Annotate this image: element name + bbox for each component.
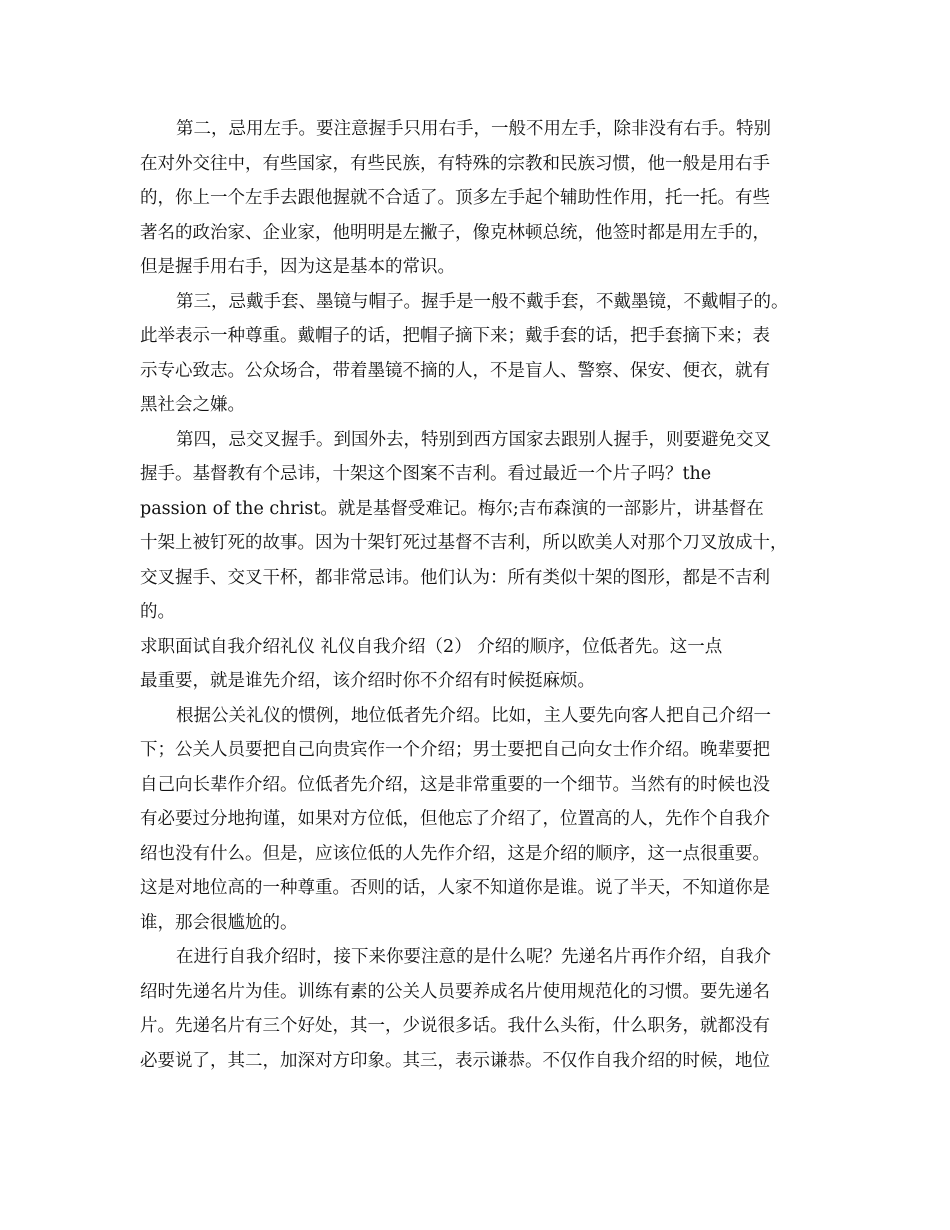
text-line: 在进行自我介绍时，接下来你要注意的是什么呢？先递名片再作介绍，自我介 xyxy=(176,947,771,967)
text-line: 但是握手用右手，因为这是基本的常识。 xyxy=(140,257,455,277)
text-line: 第二，忌用左手。要注意握手只用右手，一般不用左手，除非没有右手。特别 xyxy=(176,119,771,139)
text-line: 的，你上一个左手去跟他握就不合适了。顶多左手起个辅助性作用，托一托。有些 xyxy=(140,188,770,208)
text-line: 第三，忌戴手套、墨镜与帽子。握手是一般不戴手套，不戴墨镜，不戴帽子的。 xyxy=(176,291,789,312)
text-line: 黑社会之嫌。 xyxy=(140,395,245,415)
text-line: 交叉握手、交叉干杯，都非常忌讳。他们认为：所有类似十架的图形，都是不吉利 xyxy=(140,567,770,588)
text-line: 著名的政治家、企业家，他明明是左撇子，像克林顿总统，他签时都是用左手的， xyxy=(140,222,770,243)
text-line: passion of the christ。就是基督受难记。梅尔;吉布森演的一部影片，讲基督在 xyxy=(140,498,764,519)
text-line: 示专心致志。公众场合，带着墨镜不摘的人，不是盲人、警察、保安、便衣，就有 xyxy=(140,360,770,381)
text-line: 求职面试自我介绍礼仪 礼仪自我介绍（2） 介绍的顺序，位低者先。这一点 xyxy=(140,636,723,657)
text-line: 的。 xyxy=(140,602,175,622)
text-line: 谁，那会很尴尬的。 xyxy=(140,912,298,933)
text-line: 自己向长辈作介绍。位低者先介绍，这是非常重要的一个细节。当然有的时候也没 xyxy=(140,774,770,795)
text-line: 第四，忌交叉握手。到国外去，特别到西方国家去跟别人握手，则要避免交叉 xyxy=(176,429,771,450)
text-line: 此举表示一种尊重。戴帽子的话，把帽子摘下来；戴手套的话，把手套摘下来；表 xyxy=(140,326,770,346)
text-line: 握手。基督教有个忌讳，十架这个图案不吉利。看过最近一个片子吗？the xyxy=(140,464,712,484)
text-line: 必要说了，其二，加深对方印象。其三，表示谦恭。不仅作自我介绍的时候，地位 xyxy=(140,1050,770,1071)
text-line: 十架上被钉死的故事。因为十架钉死过基督不吉利，所以欧美人对那个刀叉放成十， xyxy=(140,533,788,553)
text-line: 最重要，就是谁先介绍，该介绍时你不介绍有时候挺麻烦。 xyxy=(140,671,595,691)
document-body xyxy=(140,112,820,1078)
text-line: 片。先递名片有三个好处，其一，少说很多话。我什么头衔，什么职务，就都没有 xyxy=(140,1016,770,1036)
text-line: 有必要过分地拘谨，如果对方位低，但他忘了介绍了，位置高的人，先作个自我介 xyxy=(140,809,770,829)
text-line: 绍也没有什么。但是，应该位低的人先作介绍，这是介绍的顺序，这一点很重要。 xyxy=(140,843,770,864)
text-line: 在对外交往中，有些国家，有些民族，有特殊的宗教和民族习惯，他一般是用右手 xyxy=(140,153,770,174)
text-line: 下；公关人员要把自己向贵宾作一个介绍；男士要把自己向女士作介绍。晚辈要把 xyxy=(140,740,770,760)
text-line: 根据公关礼仪的惯例，地位低者先介绍。比如，主人要先向客人把自己介绍一 xyxy=(176,705,771,726)
text-line: 绍时先递名片为佳。训练有素的公关人员要养成名片使用规范化的习惯。要先递名 xyxy=(140,981,770,1002)
text-line: 这是对地位高的一种尊重。否则的话，人家不知道你是谁。说了半天，不知道你是 xyxy=(140,878,770,898)
